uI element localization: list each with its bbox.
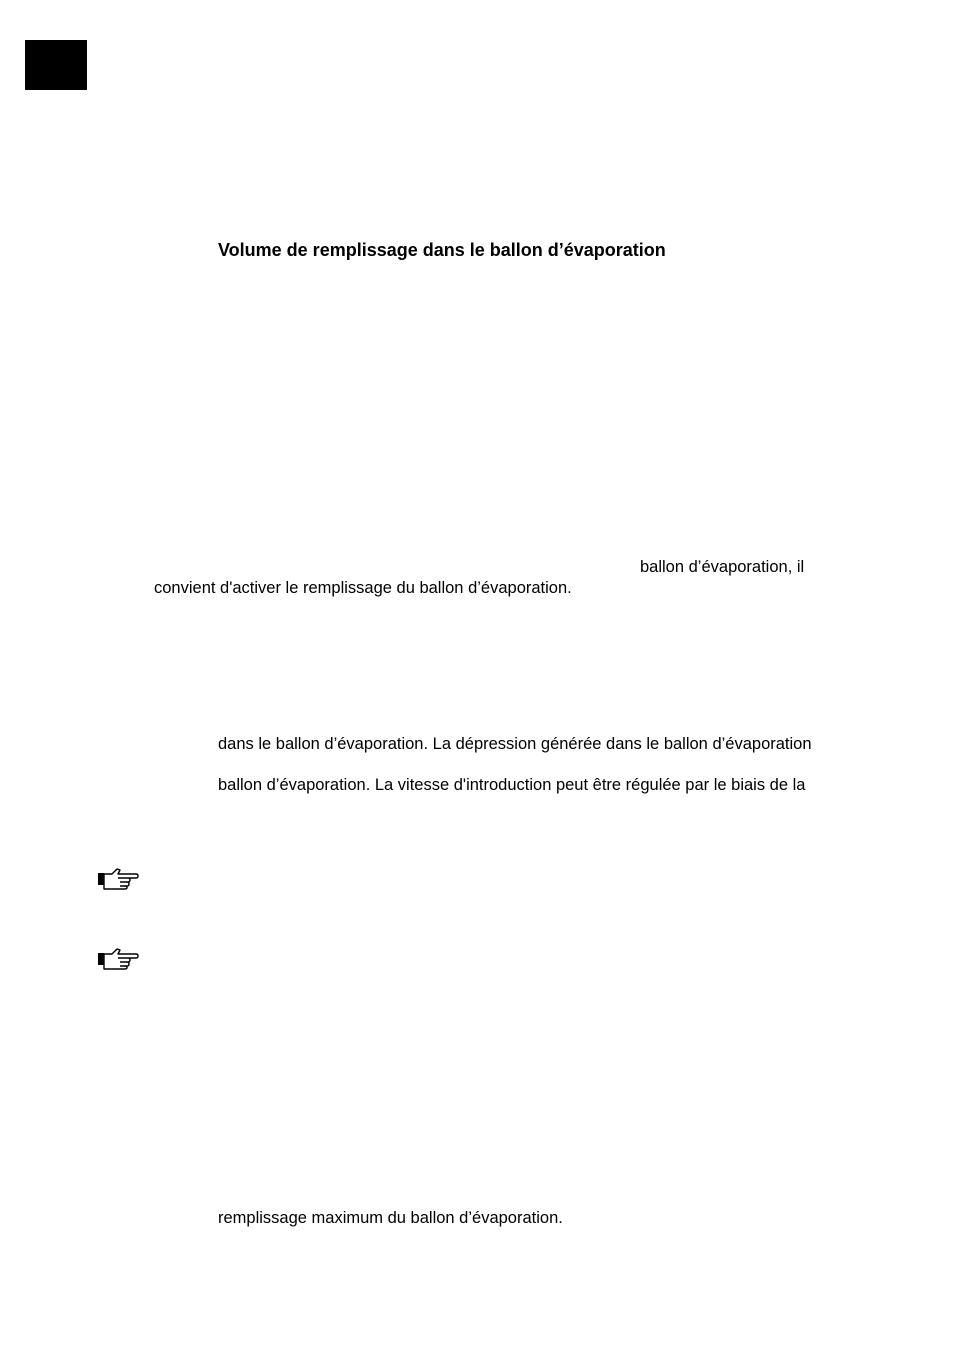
paragraph-fragment: convient d'activer le remplissage du ballon d’évaporation. [154, 579, 572, 597]
paragraph-fragment: ballon d’évaporation, il [640, 558, 805, 576]
paragraph-line: ballon d’évaporation. La vitesse d'introduction peut être régulée par le biais de la [218, 776, 806, 794]
section-heading: Volume de remplissage dans le ballon d’évaporation [218, 240, 666, 260]
pointing-hand-icon [96, 946, 140, 970]
pointing-hand-icon [96, 866, 140, 890]
paragraph-line: remplissage maximum du ballon d’évaporation. [218, 1209, 563, 1227]
paragraph-line: dans le ballon d’évaporation. La dépression générée dans le ballon d’évaporation [218, 735, 812, 753]
page-corner-marker [25, 40, 87, 90]
